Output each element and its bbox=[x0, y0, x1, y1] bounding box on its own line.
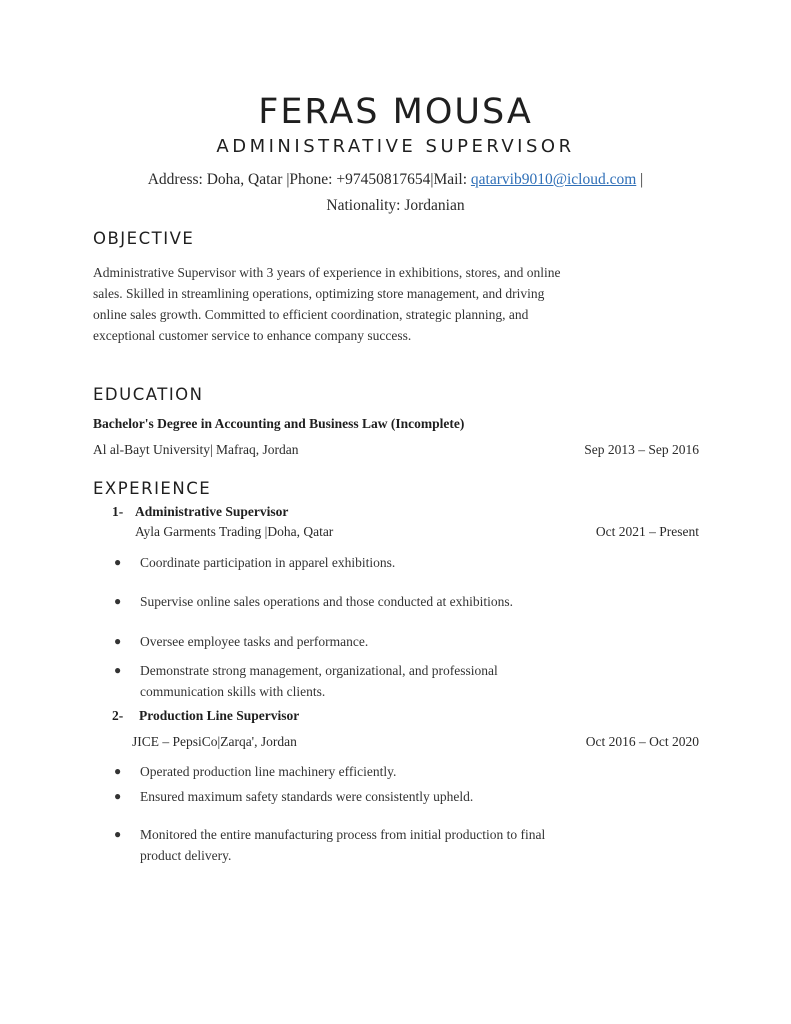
nationality: Nationality: Jordanian bbox=[326, 197, 465, 214]
contact-suffix: | bbox=[636, 171, 644, 188]
candidate-role: ADMINISTRATIVE SUPERVISOR bbox=[216, 136, 575, 157]
education-dates: Sep 2013 – Sep 2016 bbox=[584, 442, 699, 457]
job-title: Administrative Supervisor bbox=[135, 504, 289, 519]
bullet-text: Operated production line machinery efficiently. bbox=[140, 764, 397, 779]
contact-info bbox=[0, 167, 791, 219]
job-number: 2- bbox=[112, 708, 124, 723]
bullet-icon: ● bbox=[114, 764, 122, 778]
experience-heading: EXPERIENCE bbox=[93, 479, 212, 498]
school-name: Al al-Bayt University| Mafraq, Jordan bbox=[93, 442, 299, 457]
bullet-icon: ● bbox=[114, 594, 122, 608]
objective-text: Administrative Supervisor with 3 years of experience in exhibitions, stores, and online sales. Skilled in streamlining operations, optimizing store management, and driving online sales growth. Committed to efficient coordination, strategic planning, and exceptional customer service to enhance company success. bbox=[93, 265, 561, 343]
job-bullet bbox=[114, 761, 564, 782]
bullet-text: Demonstrate strong management, organizational, and professional communication skills with clients. bbox=[140, 663, 498, 699]
bullet-text: Coordinate participation in apparel exhibitions. bbox=[140, 555, 396, 570]
job-company: Ayla Garments Trading |Doha, Qatar bbox=[135, 524, 334, 539]
bullet-icon: ● bbox=[114, 663, 122, 677]
job-bullet bbox=[114, 660, 564, 702]
job-bullet bbox=[114, 786, 564, 807]
job-dates: Oct 2021 – Present bbox=[595, 524, 699, 539]
job-title: Production Line Supervisor bbox=[139, 708, 300, 723]
job-bullet bbox=[114, 591, 564, 612]
bullet-text: Supervise online sales operations and those conducted at exhibitions. bbox=[140, 594, 514, 609]
bullet-icon: ● bbox=[114, 827, 122, 841]
bullet-text: Ensured maximum safety standards were consistently upheld. bbox=[140, 789, 474, 804]
bullet-icon: ● bbox=[114, 634, 122, 648]
education-heading: EDUCATION bbox=[93, 385, 204, 404]
contact-prefix: Address: Doha, Qatar |Phone: +97450817654|Mail: bbox=[147, 171, 471, 188]
job-bullet bbox=[114, 552, 564, 573]
email-link[interactable]: qatarvib9010@icloud.com bbox=[470, 171, 637, 188]
degree-title: Bachelor's Degree in Accounting and Business Law (Incomplete) bbox=[93, 416, 465, 431]
bullet-icon: ● bbox=[114, 789, 122, 803]
job-bullet bbox=[114, 631, 564, 652]
job-dates: Oct 2016 – Oct 2020 bbox=[585, 734, 699, 749]
job-bullet bbox=[114, 824, 564, 866]
contact-line bbox=[0, 167, 791, 193]
candidate-name: FERAS MOUSA bbox=[258, 92, 533, 132]
bullet-text: Oversee employee tasks and performance. bbox=[140, 634, 369, 649]
objective-heading: OBJECTIVE bbox=[93, 229, 195, 248]
bullet-icon: ● bbox=[114, 555, 122, 569]
job-number: 1- bbox=[112, 504, 124, 519]
job-company: JICE – PepsiCo|Zarqa', Jordan bbox=[132, 734, 297, 749]
bullet-text: Monitored the entire manufacturing process from initial production to final product delivery. bbox=[140, 827, 546, 863]
